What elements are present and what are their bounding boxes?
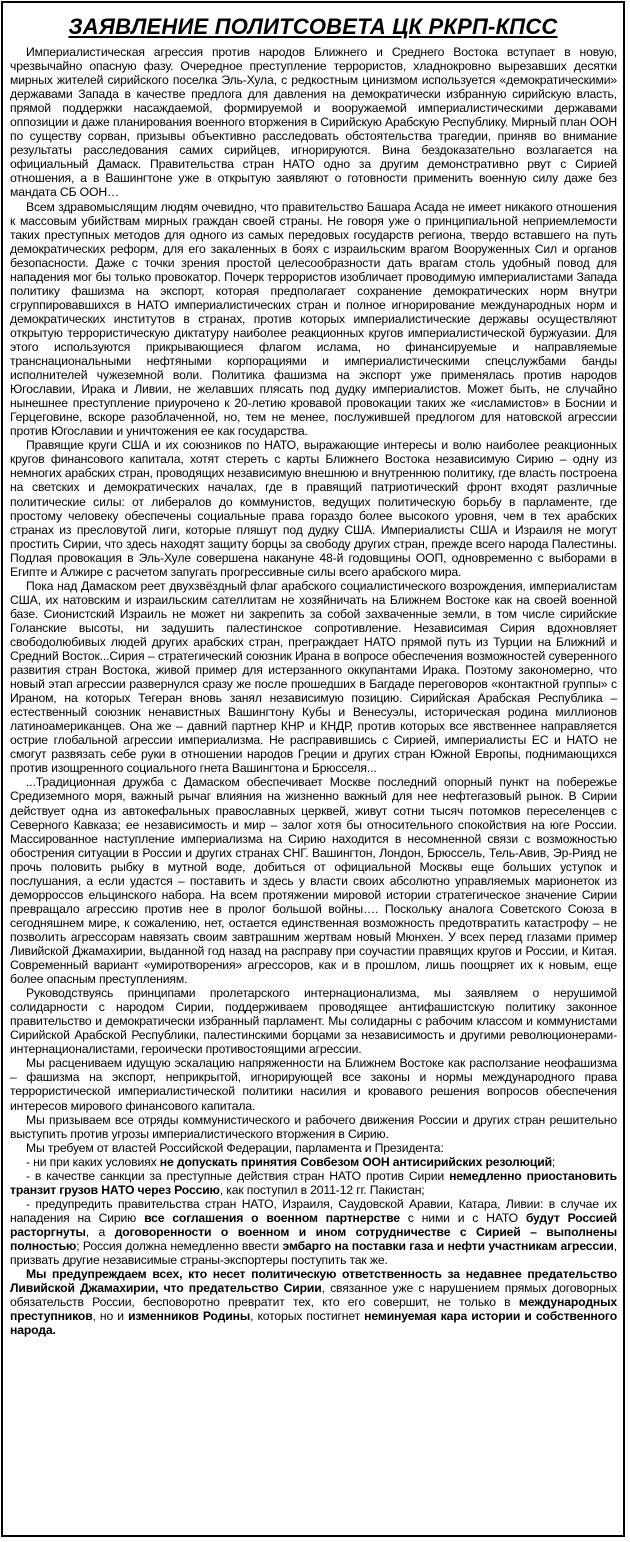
paragraph-text: Мы призываем все отряды коммунистического и рабочего движения России и других стран решительно выступить против угрозы империалистического вторжения в Сирию. xyxy=(10,1112,617,1141)
demand-text: - ни при каких условиях xyxy=(26,1154,160,1169)
paragraph-2 xyxy=(10,200,617,439)
paragraph-text: Всем здравомыслящим людям очевидно, что правительство Башара Асада не имеет никакого отношения к массовым убийствам мирных граждан своей страны. Не говоря уже о принципиальной неприемлемости таких преступных методов для одного из самых передовых государств региона, твердо вставшего на путь демократических реформ, для его закаленных в боях с израильским врагом Вооруженных Сил и органов безопасности. Даже с точки зрения простой целесообразности дать врагам столь удобный повод для нападения мог бы только провокатор. Почерк террористов изобличает проводимую империалистами Запада политику фашизма на экспорт, которая предполагает сохранение демократических норм внутри сгруппировавшихся в НАТО империалистических стран и полное игнорирование международных норм и демократических институтов в странах, против которых империалистические державы осуществляют открытую террористическую диктатуру наиболее реакционных кругов империалистической буржуазии. Для этого используются прикрывающиеся флагом ислама, но финансируемые и направляемые транснациональными нефтяными корпорациями и империалистическими спецслужбами банды исполнителей чужеземной воли. Политика фашизма на экспорт уже применялась против народов Югославии, Ирака и Ливии, не желавших плясать под дудку империалистов. Может быть, не случайно нынешнее преступление приурочено к 20-летию кровавой провокации таких же «исламистов» в Боснии и Герцеговине, вскоре разоблаченной, но, тем не менее, послужившей предлогом для натовской агрессии против Югославии и уничтожения ее как государства. xyxy=(10,199,617,439)
paragraph-8 xyxy=(10,1113,617,1141)
paragraph-text: Правящие круги США и их союзников по НАТО, выражающие интересы и волю наиболее реакционных кругов финансового капитала, хотят стереть с карты Ближнего Востока независимую Сирию – одну из немногих арабских стран, проводящих независимую внешнюю и внутреннюю политику, где власть построена на светских и демократических началах, где в правящий патриотический фронт входят различные политические силы: от либералов до коммунистов, ведущих политическую борьбу в парламенте, где простому человеку обеспечены социальные права гораздо более высокого уровня, чем в тех арабских странах из пресловутой лиги, которые пляшут под дудку США. Империалисты США и Израиля не могут простить Сирии, что здесь находят защиту борцы за свободу других стран, прежде всего народа Палестины. Подлая провокация в Эль-Хуле совершена накануне 48-й годовщины ООП, одновременно с выборами в Египте и Алжире с расчетом запугать прогрессивные силы всего арабского мира. xyxy=(10,438,617,579)
warning-emphasis: неминуемая кара истории и собственного народа. xyxy=(10,1309,617,1338)
warning-emphasis: изменников Родины xyxy=(128,1309,251,1324)
demand-emphasis: все соглашения о военном партнерстве xyxy=(144,1210,400,1225)
warning-text: , но и xyxy=(92,1309,129,1324)
demand-emphasis: будут Россией расторгнуты xyxy=(10,1210,617,1239)
statement-frame xyxy=(1,1,625,1537)
warning-text: , которых постигнет xyxy=(250,1309,365,1324)
demand-text: ; Россия должна немедленно ввести xyxy=(76,1238,283,1253)
paragraph-6 xyxy=(10,986,617,1056)
paragraph-5 xyxy=(10,775,617,986)
demand-emphasis: договоренности о военном и ином сотрудничестве с Сирией – выполнены полностью xyxy=(10,1224,617,1253)
demand-text: , а xyxy=(85,1224,115,1239)
paragraph-text: Империалистическая агрессия против народов Ближнего и Среднего Востока вступает в новую, чрезвычайно опасную фазу. Очередное преступление террористов, хладнокровно вырезавших десятки мирных жителей сирийского поселка Эль-Хула, с редкостным цинизмом используется «демократическими» державами Запада в качестве предлога для давления на демократически избранную сирийскую власть, прямой поддержки насаждаемой, формируемой и вооружаемой империалистическими державами оппозиции и даже планирования военного вторжения в Сирийскую Арабскую Республику. Мирный план ООН по существу сорван, призывы объективно расследовать обстоятельства трагедии, приняв во внимание результаты расследования самих сирийцев, игнорируются. Вина бездоказательно возлагается на официальный Дамаск. Правительства стран НАТО одно за другим демонстративно рвут с Сирией отношения, а в Вашингтоне уже в открытую заявляют о готовности применить военную силу даже без мандата СБ ООН… xyxy=(10,45,617,200)
demand-item-3 xyxy=(10,1197,617,1267)
page-title: ЗАЯВЛЕНИЕ ПОЛИТСОВЕТА ЦК РКРП-КПСС xyxy=(68,14,558,39)
demand-emphasis: не допускать принятия Совбезом ООН антисирийских резолюций xyxy=(159,1154,552,1169)
demand-emphasis: эмбарго на поставки газа и нефти участникам агрессии xyxy=(282,1238,614,1253)
paragraph-1 xyxy=(10,45,617,200)
demand-text: , призвать другие независимые страны-экспортеры поступить так же. xyxy=(10,1238,617,1268)
paragraph-7 xyxy=(10,1056,617,1112)
demand-text: , как поступил в 2011-12 гг. Пакистан; xyxy=(219,1182,425,1197)
paragraph-text: Мы требуем от властей Российской Федерации, парламента и Президента: xyxy=(26,1140,444,1155)
paragraph-text: Руководствуясь принципами пролетарского интернационализма, мы заявляем о нерушимой солидарности с народом Сирии, поддерживаем проводящее антифашистскую политику законное правительство и демократически избранный парламент. Мы солидарны с рабочим классом и коммунистами Сирийской Арабской Республики, палестинскими борцами за независимость и другими революционерами-интернационалистами, героически противостоящими агрессии. xyxy=(10,986,617,1057)
demand-text: с ними и с НАТО xyxy=(399,1210,526,1225)
demand-text: ; xyxy=(551,1154,556,1169)
demand-item-2 xyxy=(10,1169,617,1197)
paragraph-text: ...Традиционная дружба с Дамаском обеспечивает Москве последний опорный пункт на побережье Средиземного моря, важный рычаг влияния на жизненно важный для нее нефтегазовый рынок. В Сирии действует одна из автокефальных православных церквей, живут сотни тысяч потомков переселенцев с Северного Кавказа; ее независимость и мир – залог хотя бы относительного спокойствия на юге России. Массированное наступление империализма на Сирию находится в несомненной связи с возможностью обострения ситуации в России и других странах СНГ. Вашингтон, Лондон, Брюссель, Тель-Авив, Эр-Рияд не прочь половить рыбку в мутной воде, добиться от официальной Москвы еще больших уступок и послушания, а если удастся – поставить и здесь у власти своих абсолютно управляемых марионеток из деморроссов ельцинского набора. На всем протяжении мировой истории стратегическое значение Сирии превращало агрессию против нее в пролог большой войны…. Поскольку аналога Советского Союза в сегодняшнем мире, к сожалению, нет, остается единственная возможность предотвратить катастрофу – не позволить агрессорам навязать своим завтрашним жертвам новый Мюнхен. У всех перед глазами пример Ливийской Джамахирии, выданной год назад на расправу при соучастии правящих кругов и России, и Китая. Современный вариант «умиротворения» агрессоров, как и в прошлом, лишь поощряет их к новым, еще более опасным преступлениям. xyxy=(10,775,617,987)
paragraph-text: Мы расцениваем идущую эскалацию напряженности на Ближнем Востоке как расползание неофашизма – фашизма на экспорт, неприкрытой, игнорирующей все законы и нормы международного права террористической империалистической политики насилия и кровавого решения вопросов обеспечения интересов мирового финансового капитала. xyxy=(10,1056,617,1113)
warning-text: , связанное уже с нарушением прямых договорных обязательств России, бесповоротно превратит тех, кто его совершит, не только в xyxy=(10,1281,617,1310)
paragraph-text: Пока над Дамаском реет двухзвёздный флаг арабского социалистического возрождения, империалистам США, их натовским и израильским сателлитам не хозяйничать на Ближнем Востоке как на своей военной базе. Сионистский Израиль не может ни закрепить за собой захваченные земли, в том числе сирийские Голанские высоты, ни задушить палестинское сопротивление. Независимая Сирия вдохновляет свободолюбивых людей других арабских стран, преграждает НАТО прямой путь из Турции на Ближний и Средний Восток...Сирия – стратегический союзник Ирана в вопросе обеспечения возможностей суверенного развития стран Востока, живой пример для истерзанного оккупантами Ирака. Поэтому закономерно, что новый этап агрессии развернулся сразу же после прошедших в Багдаде переговоров «контактной группы» с Ираном, на которых Тегеран вновь занял независимую позицию. Сирийская Арабская Республика – естественный союзник ненавистных Вашингтону Кубы и Венесуэлы, историческая родина миллионов латиноамериканцев. Она же – давний партнер КНР и КНДР, против которых все явственнее направляется острие глобальной агрессии империализма. Не расправившись с Сирией, империалисты ЕС и НАТО не смогут развязать себе руки в отношении народов Греции и других стран Южной Европы, поднимающихся против изощренного социального гнета Вашингтона и Брюсселя... xyxy=(10,578,617,776)
demand-emphasis: немедленно приостановить транзит грузов НАТО через Россию xyxy=(10,1168,617,1197)
paragraph-3 xyxy=(10,438,617,578)
warning-emphasis: международных преступников xyxy=(10,1295,617,1324)
paragraph-4 xyxy=(10,579,617,776)
demand-text: - предупредить правительства стран НАТО, Израиля, Саудовской Аравии, Катара, Ливии: в случае их нападения на Сирию xyxy=(10,1196,617,1225)
statement-body xyxy=(3,45,623,1337)
warning-emphasis: Мы предупреждаем всех, кто несет политическую ответственность за недавнее предательство Ливийской Джамахирии, что предательство Сирии xyxy=(10,1267,617,1296)
warning-paragraph xyxy=(10,1267,617,1337)
demand-item-1 xyxy=(10,1155,617,1169)
paragraph-9 xyxy=(10,1141,617,1155)
demand-text: - в качестве санкции за преступные действия стран НАТО против Сирии xyxy=(26,1168,450,1183)
